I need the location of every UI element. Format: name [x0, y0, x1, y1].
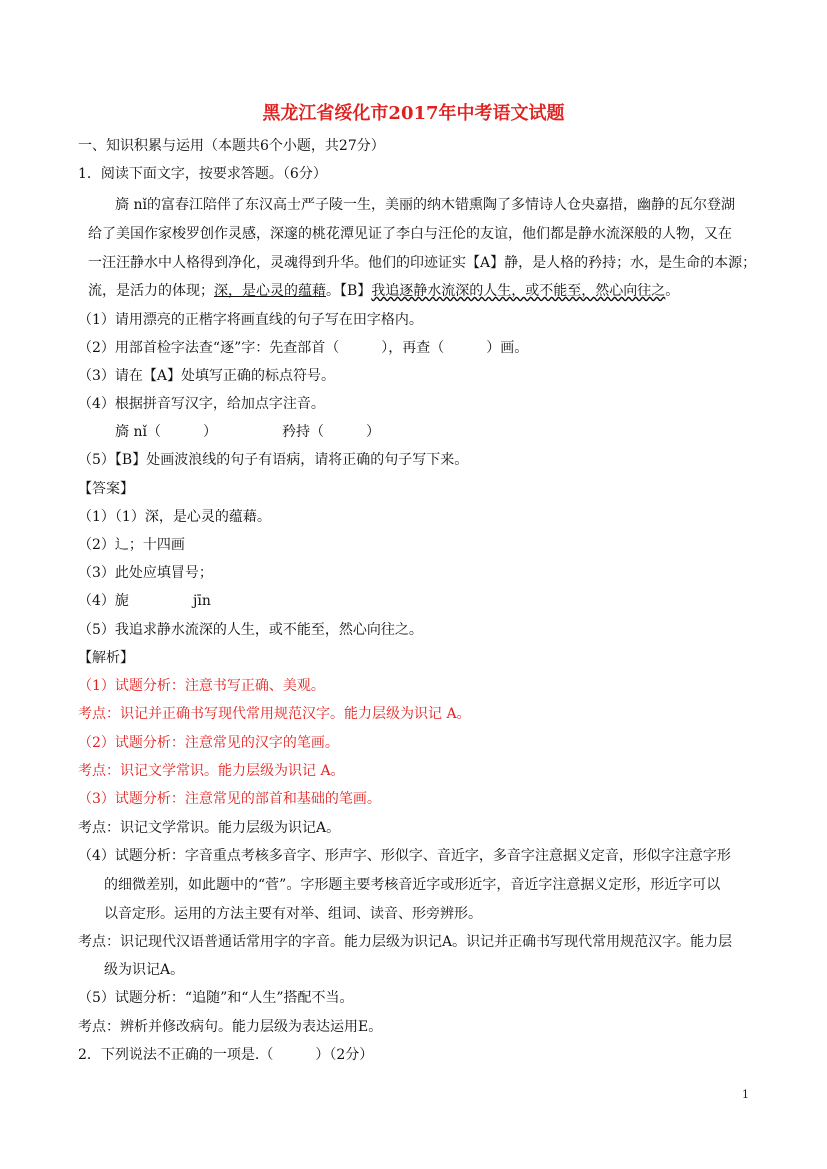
sub-question-5: （5）【B】处画波浪线的句子有语病，请将正确的句子写下来。	[78, 452, 469, 468]
sub-question-4-blank-b: 矜持（ ）	[282, 424, 380, 440]
analysis-2: （2）试题分析：注意常见的汉字的笔画。	[78, 735, 339, 751]
analysis-2-point: 考点：识记文学常识。能力层级为识记 A。	[78, 763, 345, 779]
wavy-underlined-sentence: 我追逐静水流深的人生，或不能至，然心向往之	[371, 283, 666, 299]
page-title: 黑龙江省绥化市2017年中考语文试题	[262, 103, 565, 124]
analysis-4-point-line-1: 考点：识记现代汉语普通话常用字的字音。能力层级为识记A。识记并正确书写现代常用规范汉字。能力层	[78, 934, 733, 950]
analysis-5: （5）试题分析：“追随”和“人生”搭配不当。	[78, 990, 354, 1006]
answer-4: （4）旎	[78, 593, 129, 609]
answer-4-pinyin: jīn	[193, 593, 211, 609]
answer-1: （1）（1）深，是心灵的蕴藉。	[78, 509, 271, 525]
analysis-4-point-line-2: 级为识记A。	[104, 962, 185, 978]
analysis-1-point: 考点：识记并正确书写现代常用规范汉字。能力层级为识记 A。	[78, 706, 471, 722]
analysis-header: 【解析】	[78, 650, 134, 666]
question-1: 1．阅读下面文字，按要求答题。（6分）	[78, 166, 327, 182]
sub-question-4-blank-a: 旖 nǐ（ ）	[115, 424, 217, 440]
analysis-4-line-2: 的细微差别，如此题中的“菅”。字形题主要考核音近字或形近字，音近字注意据义定形，形近字可以	[104, 877, 721, 893]
sub-question-1: （1）请用漂亮的正楷字将画直线的句子写在田字格内。	[78, 312, 423, 328]
analysis-1: （1）试题分析：注意书写正确、美观。	[78, 678, 325, 694]
analysis-4-line-3: 以音定形。运用的方法主要有对举、组词、读音、形旁辨形。	[104, 906, 482, 922]
analysis-3-point: 考点：识记文学常识。能力层级为识记A。	[78, 820, 341, 836]
sub-question-4: （4）根据拼音写汉字，给加点字注音。	[78, 396, 325, 412]
answer-header: 【答案】	[78, 481, 134, 497]
answer-2: （2）辶；十四画	[78, 537, 185, 553]
page-number: 1	[742, 1088, 749, 1101]
section-heading: 一、知识积累与运用（本题共6个小题，共27分）	[78, 138, 385, 154]
analysis-4-line-1: （4）试题分析：字音重点考核多音字、形声字、形似字、音近字，多音字注意据义定音，形似字注意字形	[78, 848, 731, 864]
passage-line-4	[88, 282, 679, 300]
sub-question-2: （2）用部首检字法查“逐”字：先查部首（ ），再查（ ）画。	[78, 340, 529, 356]
analysis-5-point: 考点：辨析并修改病句。能力层级为表达运用E。	[78, 1019, 383, 1035]
analysis-3: （3）试题分析：注意常见的部首和基础的笔画。	[78, 791, 381, 807]
answer-3: （3）此处应填冒号；	[78, 565, 213, 581]
passage-line-4-part-e: 。	[665, 283, 680, 299]
passage-line-3: 一汪汪静水中人格得到净化，灵魂得到升华。他们的印迹证实【A】静，是人格的矜持；水，是生命的本源；	[88, 255, 757, 271]
answer-5: （5）我追求静水流深的人生，或不能至，然心向往之。	[78, 622, 423, 638]
question-2: 2．下列说法不正确的一项是.（ ）（2分）	[78, 1047, 374, 1063]
underlined-sentence: 深，是心灵的蕴藉	[214, 283, 326, 299]
passage-line-1: 旖 nǐ的富春江陪伴了东汉高士严子陵一生，美丽的纳木错熏陶了多情诗人仓央嘉措，幽静的瓦尔登湖	[115, 197, 735, 213]
passage-line-4-part-c: 。【B】	[326, 283, 372, 299]
passage-line-4-part-a: 流，是活力的体现；	[88, 283, 214, 299]
passage-line-2: 给了美国作家梭罗创作灵感，深邃的桃花潭见证了李白与汪伦的友谊，他们都是静水流深般的人物，又在	[88, 226, 732, 242]
sub-question-3: （3）请在【A】处填写正确的标点符号。	[78, 368, 336, 384]
